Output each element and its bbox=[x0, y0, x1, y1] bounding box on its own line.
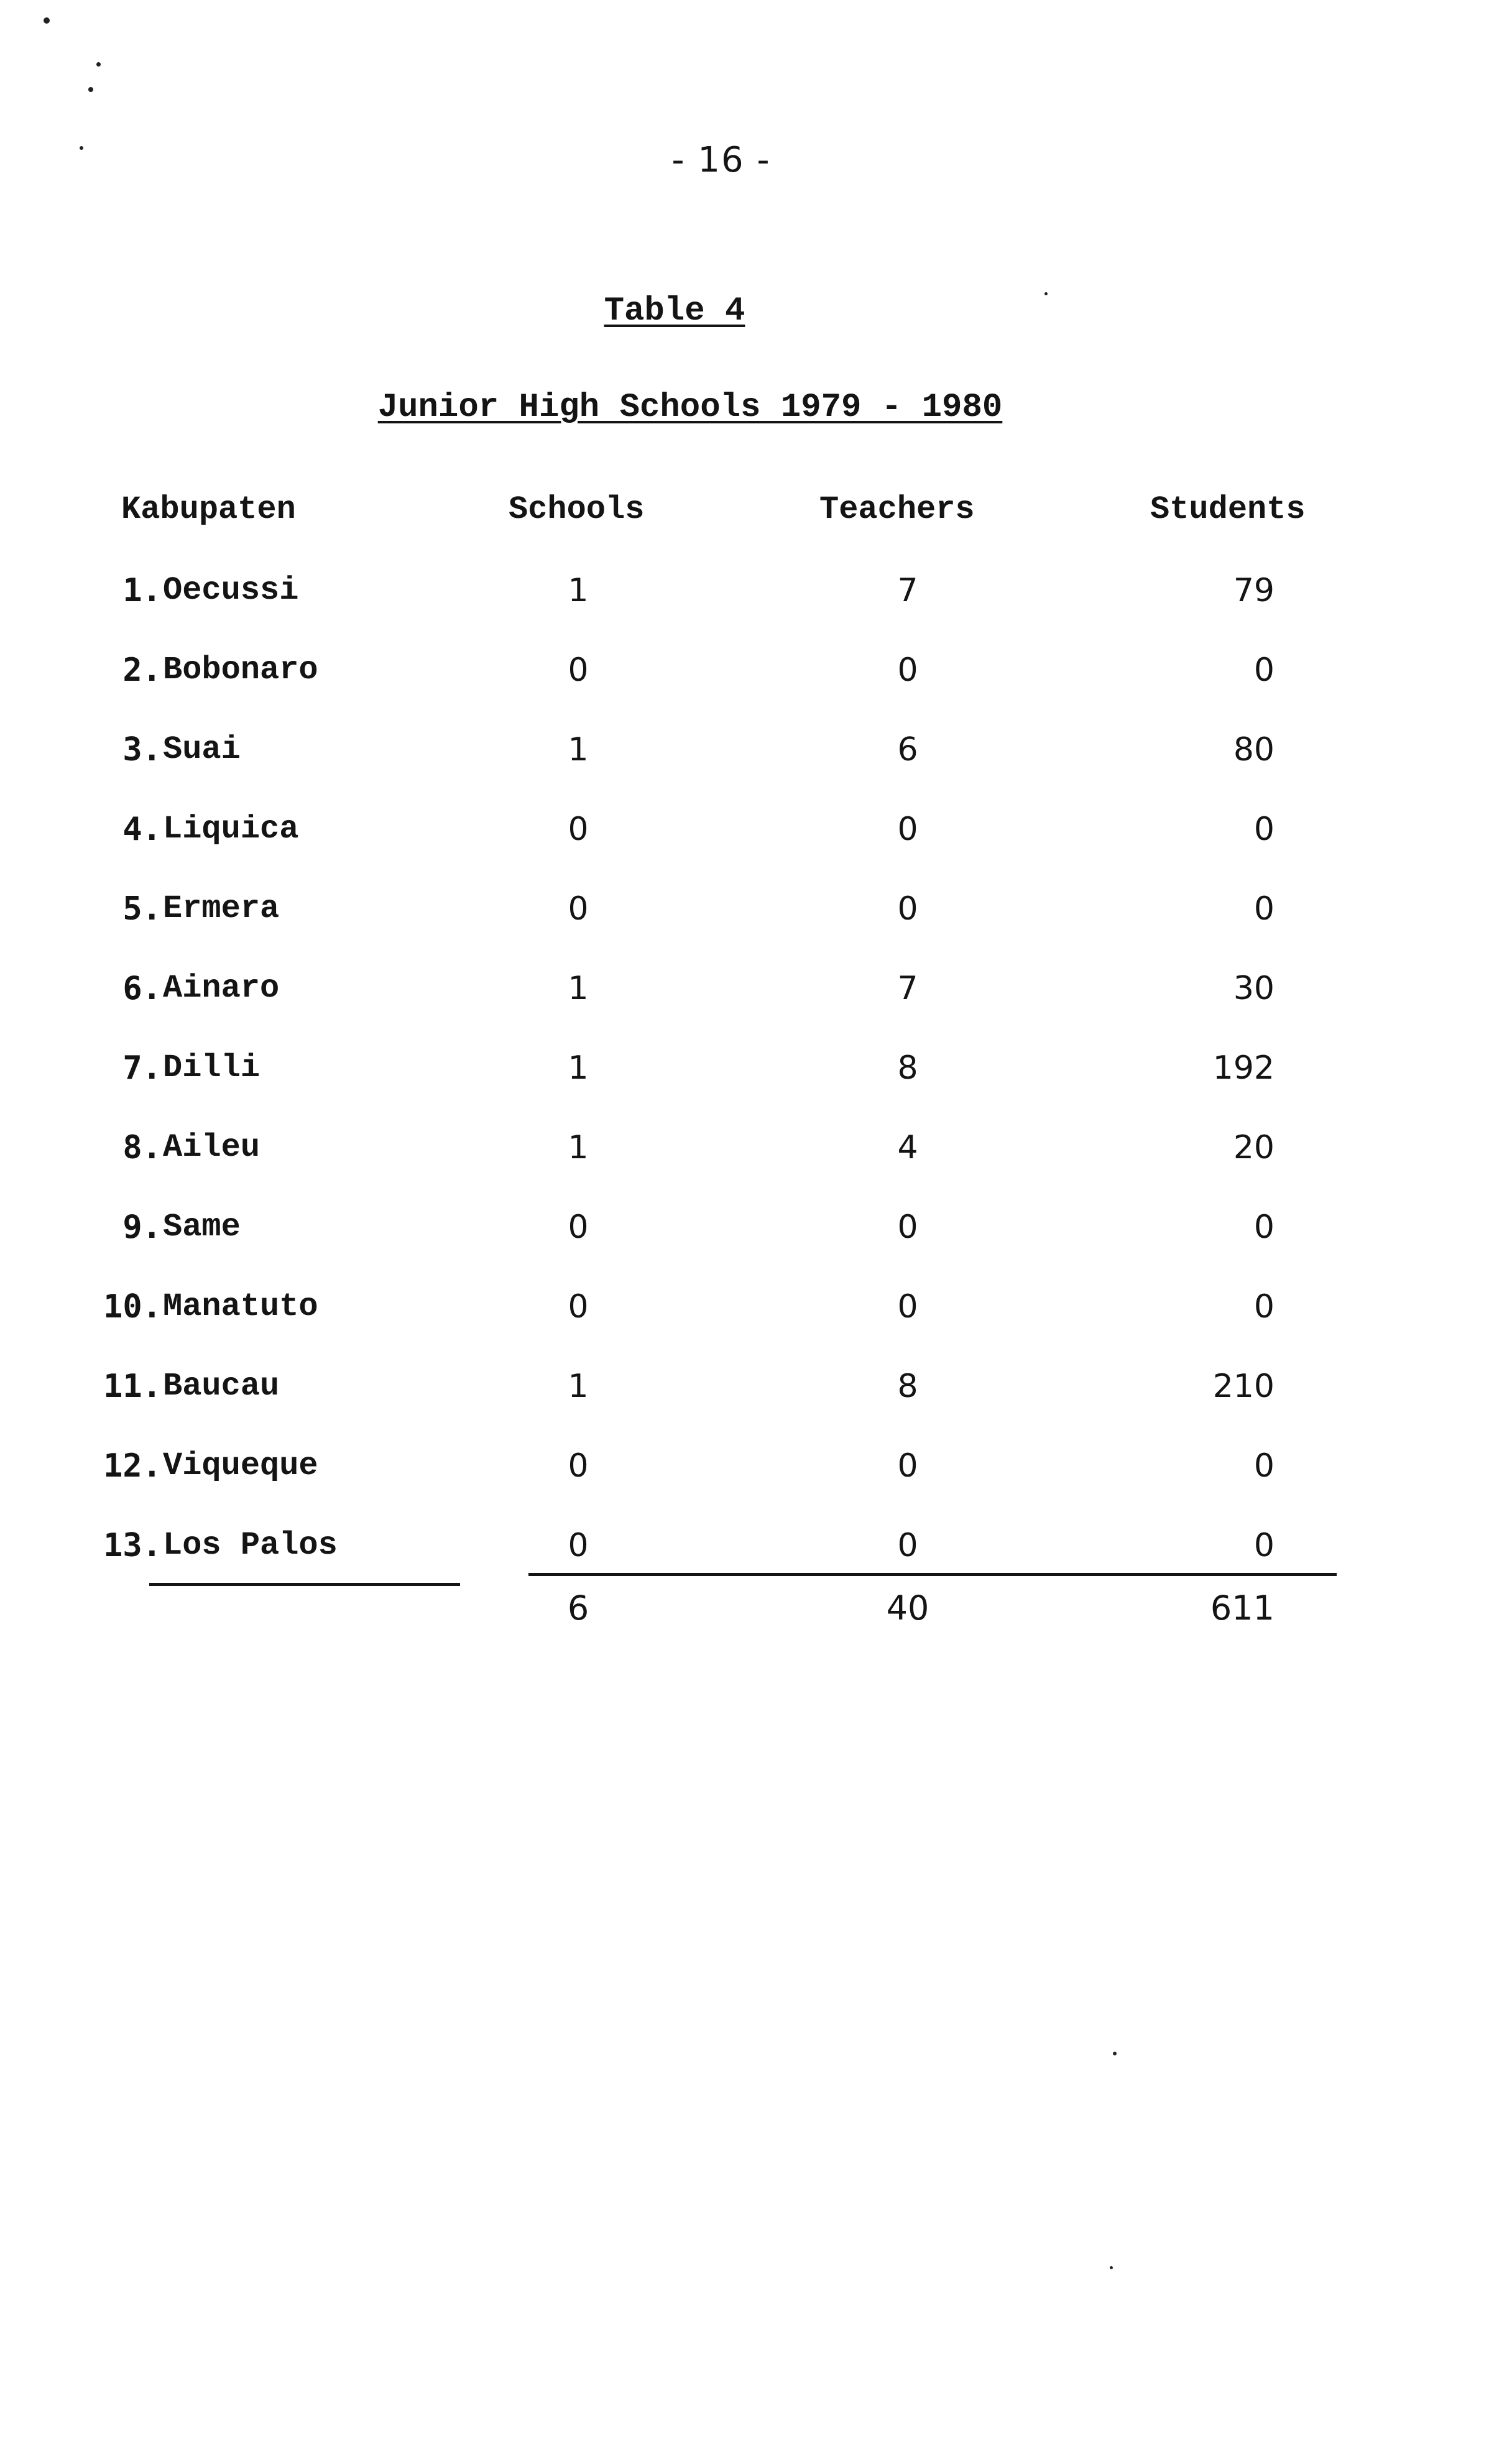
row-number: 4. bbox=[122, 811, 162, 848]
students-value: 80 bbox=[1233, 731, 1275, 768]
kabupaten-name: Liquica bbox=[163, 811, 299, 847]
scan-speck bbox=[1110, 2266, 1113, 2269]
table-row bbox=[0, 1527, 1512, 1589]
teachers-value: 8 bbox=[897, 1049, 918, 1087]
teachers-value: 0 bbox=[897, 1447, 918, 1485]
kabupaten-name: Baucau bbox=[163, 1368, 280, 1404]
teachers-value: 0 bbox=[897, 811, 918, 848]
schools-value: 0 bbox=[568, 652, 589, 689]
row-number: 2. bbox=[122, 652, 162, 689]
students-value: 0 bbox=[1253, 1209, 1275, 1246]
kabupaten-name: Oecussi bbox=[163, 572, 299, 609]
schools-value: 0 bbox=[568, 890, 589, 928]
schools-value: 0 bbox=[568, 1527, 589, 1564]
teachers-value: 0 bbox=[897, 1209, 918, 1246]
students-value: 0 bbox=[1253, 1527, 1275, 1564]
students-value: 20 bbox=[1233, 1129, 1275, 1166]
students-value: 30 bbox=[1233, 970, 1275, 1007]
column-header-kabupaten: Kabupaten bbox=[121, 491, 296, 528]
total-students: 611 bbox=[1210, 1588, 1275, 1628]
table-label: Table 4 bbox=[604, 292, 745, 330]
row-number: 12. bbox=[103, 1447, 162, 1485]
table-row bbox=[0, 652, 1512, 714]
kabupaten-name: Los Palos bbox=[163, 1527, 338, 1564]
row-number: 3. bbox=[122, 731, 162, 768]
row-number: 1. bbox=[122, 572, 162, 609]
kabupaten-name: Manatuto bbox=[163, 1288, 318, 1325]
row-number: 11. bbox=[103, 1368, 162, 1405]
kabupaten-name: Ainaro bbox=[163, 970, 280, 1007]
schools-value: 0 bbox=[568, 1288, 589, 1326]
teachers-value: 7 bbox=[897, 572, 918, 609]
kabupaten-name: Viqueque bbox=[163, 1447, 318, 1484]
scan-speck bbox=[88, 87, 93, 92]
kabupaten-name: Dilli bbox=[163, 1049, 260, 1086]
table-row bbox=[0, 731, 1512, 793]
students-value: 0 bbox=[1253, 1288, 1275, 1326]
teachers-value: 0 bbox=[897, 1288, 918, 1326]
students-value: 0 bbox=[1253, 652, 1275, 689]
teachers-value: 0 bbox=[897, 890, 918, 928]
kabupaten-name: Suai bbox=[163, 731, 241, 768]
table-row bbox=[0, 1209, 1512, 1271]
students-value: 0 bbox=[1253, 811, 1275, 848]
kabupaten-name: Bobonaro bbox=[163, 652, 318, 688]
column-header-teachers: Teachers bbox=[819, 491, 975, 528]
totals-divider bbox=[528, 1573, 1337, 1576]
teachers-value: 0 bbox=[897, 1527, 918, 1564]
teachers-value: 7 bbox=[897, 970, 918, 1007]
table-row bbox=[0, 1368, 1512, 1430]
schools-value: 1 bbox=[568, 572, 589, 609]
teachers-value: 8 bbox=[897, 1368, 918, 1405]
table-row bbox=[0, 970, 1512, 1032]
schools-value: 1 bbox=[568, 1129, 589, 1166]
table-title: Junior High Schools 1979 - 1980 bbox=[377, 389, 1003, 426]
schools-value: 0 bbox=[568, 1447, 589, 1485]
page-number: - 16 - bbox=[671, 140, 771, 180]
row-number: 13. bbox=[103, 1527, 162, 1564]
kabupaten-name: Aileu bbox=[163, 1129, 260, 1166]
teachers-value: 4 bbox=[897, 1129, 918, 1166]
row-number: 6. bbox=[122, 970, 162, 1007]
table-row bbox=[0, 1447, 1512, 1510]
schools-value: 1 bbox=[568, 1049, 589, 1087]
row-number: 10. bbox=[103, 1288, 162, 1326]
table-row bbox=[0, 572, 1512, 634]
students-value: 192 bbox=[1212, 1049, 1275, 1087]
total-schools: 6 bbox=[567, 1588, 589, 1628]
kabupaten-name: Same bbox=[163, 1209, 241, 1245]
schools-value: 1 bbox=[568, 731, 589, 768]
row-number: 5. bbox=[122, 890, 162, 928]
scan-speck bbox=[1113, 2052, 1117, 2055]
table-row bbox=[0, 1288, 1512, 1350]
row-number: 7. bbox=[122, 1049, 162, 1087]
schools-value: 0 bbox=[568, 1209, 589, 1246]
schools-value: 1 bbox=[568, 1368, 589, 1405]
students-value: 0 bbox=[1253, 890, 1275, 928]
column-header-students: Students bbox=[1150, 491, 1306, 528]
row-number: 8. bbox=[122, 1129, 162, 1166]
row-number: 9. bbox=[122, 1209, 162, 1246]
total-teachers: 40 bbox=[886, 1588, 929, 1628]
table-row bbox=[0, 890, 1512, 952]
schools-value: 0 bbox=[568, 811, 589, 848]
column-header-schools: Schools bbox=[509, 491, 645, 528]
students-value: 0 bbox=[1253, 1447, 1275, 1485]
schools-value: 1 bbox=[568, 970, 589, 1007]
totals-divider-left bbox=[149, 1583, 460, 1586]
teachers-value: 0 bbox=[897, 652, 918, 689]
scan-speck bbox=[44, 17, 50, 24]
table-row bbox=[0, 811, 1512, 873]
students-value: 210 bbox=[1212, 1368, 1275, 1405]
kabupaten-name: Ermera bbox=[163, 890, 280, 927]
table-row bbox=[0, 1049, 1512, 1112]
students-value: 79 bbox=[1233, 572, 1275, 609]
table-row bbox=[0, 1129, 1512, 1191]
teachers-value: 6 bbox=[897, 731, 918, 768]
scan-speck bbox=[96, 62, 101, 67]
